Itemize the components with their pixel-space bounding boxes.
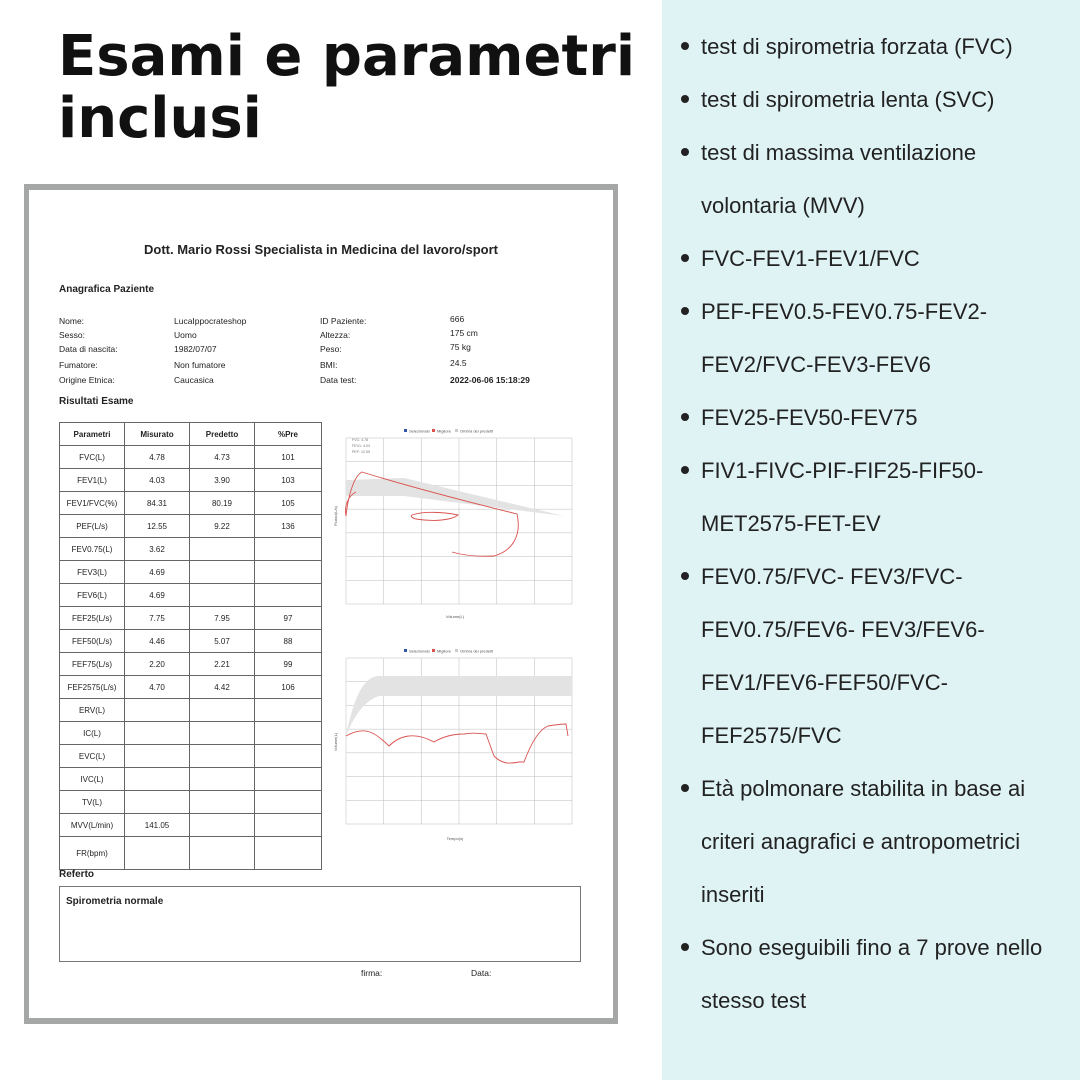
table-cell: 141.05 bbox=[125, 814, 190, 837]
feature-bullet: FEV0.75/FVC- FEV3/FVC-FEV0.75/FEV6- FEV3/FEV6-FEV1/FEV6-FEF50/FVC-FEF2575/FVC bbox=[680, 550, 1070, 762]
table-cell: 106 bbox=[255, 676, 322, 699]
table-cell bbox=[190, 768, 255, 791]
table-cell bbox=[255, 791, 322, 814]
legend-label-selected: Selezionato bbox=[409, 428, 430, 434]
legend-swatch-shade bbox=[455, 649, 458, 652]
patient-label-smoker: Fumatore: bbox=[59, 360, 98, 370]
table-row bbox=[60, 492, 322, 515]
table-cell: ERV(L) bbox=[60, 699, 125, 722]
table-cell: 4.46 bbox=[125, 630, 190, 653]
table-cell bbox=[190, 722, 255, 745]
table-cell: IVC(L) bbox=[60, 768, 125, 791]
table-row bbox=[60, 814, 322, 837]
table-cell: 105 bbox=[255, 492, 322, 515]
table-cell: 2.21 bbox=[190, 653, 255, 676]
table-cell: IC(L) bbox=[60, 722, 125, 745]
table-cell: FVC(L) bbox=[60, 446, 125, 469]
legend-label-best: Migliore bbox=[437, 428, 452, 434]
table-cell: 3.90 bbox=[190, 469, 255, 492]
table-cell: FEV0.75(L) bbox=[60, 538, 125, 561]
table-cell bbox=[190, 837, 255, 870]
table-cell: FEV1(L) bbox=[60, 469, 125, 492]
table-cell bbox=[125, 745, 190, 768]
patient-value-sex: Uomo bbox=[174, 330, 197, 340]
table-cell bbox=[190, 561, 255, 584]
patient-value-testdate: 2022-06-06 15:18:29 bbox=[450, 375, 530, 385]
legend-swatch-selected bbox=[404, 429, 407, 432]
table-cell bbox=[190, 814, 255, 837]
table-cell: 4.73 bbox=[190, 446, 255, 469]
table-cell: 99 bbox=[255, 653, 322, 676]
table-header-row bbox=[60, 423, 322, 446]
table-cell bbox=[255, 561, 322, 584]
table-cell: 101 bbox=[255, 446, 322, 469]
legend-label-shade: Ombra dei predetti bbox=[460, 648, 494, 654]
table-cell bbox=[255, 745, 322, 768]
legend-swatch-best bbox=[432, 429, 435, 432]
legend-label-shade: Ombra dei predetti bbox=[460, 428, 494, 434]
table-cell bbox=[255, 584, 322, 607]
table-row bbox=[60, 538, 322, 561]
table-header: %Pre bbox=[255, 423, 322, 446]
volume-curve bbox=[346, 724, 568, 763]
table-row bbox=[60, 699, 322, 722]
table-cell bbox=[190, 745, 255, 768]
table-cell: FEF2575(L/s) bbox=[60, 676, 125, 699]
table-cell bbox=[255, 814, 322, 837]
patient-label-name: Nome: bbox=[59, 316, 85, 326]
feature-bullet: FEV25-FEV50-FEV75 bbox=[680, 391, 1070, 444]
patient-label-testdate: Data test: bbox=[320, 375, 357, 385]
table-cell: FEF25(L/s) bbox=[60, 607, 125, 630]
legend-swatch-selected bbox=[404, 649, 407, 652]
feature-bullet: Età polmonare stabilita in base ai criteri anagrafici e antropometrici inseriti bbox=[680, 762, 1070, 921]
feature-bullet: test di spirometria lenta (SVC) bbox=[680, 73, 1070, 126]
feature-bullet: PEF-FEV0.5-FEV0.75-FEV2-FEV2/FVC-FEV3-FEV6 bbox=[680, 285, 1070, 391]
patient-value-weight: 75 kg bbox=[450, 342, 471, 352]
table-cell: FEV1/FVC(%) bbox=[60, 492, 125, 515]
feature-bullet: test di spirometria forzata (FVC) bbox=[680, 20, 1070, 73]
inset-pef: PEF: 12.55 bbox=[352, 450, 370, 454]
table-cell: 4.42 bbox=[190, 676, 255, 699]
patient-value-origin: Caucasica bbox=[174, 375, 214, 385]
patient-label-weight: Peso: bbox=[320, 344, 342, 354]
table-cell: 7.95 bbox=[190, 607, 255, 630]
legend-swatch-shade bbox=[455, 429, 458, 432]
results-table bbox=[59, 422, 322, 870]
patient-label-height: Altezza: bbox=[320, 330, 351, 340]
table-cell bbox=[255, 722, 322, 745]
table-cell bbox=[190, 791, 255, 814]
patient-value-height: 175 cm bbox=[450, 328, 478, 338]
table-cell bbox=[255, 699, 322, 722]
table-cell bbox=[125, 791, 190, 814]
table-cell bbox=[255, 538, 322, 561]
patient-label-bmi: BMI: bbox=[320, 360, 338, 370]
volume-time-chart bbox=[334, 646, 574, 846]
flow-x-axis-label: Volume(L) bbox=[445, 614, 465, 619]
chart-legend bbox=[404, 429, 493, 434]
patient-label-birth: Data di nascita: bbox=[59, 344, 118, 354]
table-cell: 3.62 bbox=[125, 538, 190, 561]
table-cell: 4.03 bbox=[125, 469, 190, 492]
table-cell bbox=[125, 837, 190, 870]
table-cell: 4.69 bbox=[125, 561, 190, 584]
referto-text: Spirometria normale bbox=[66, 896, 164, 907]
chart-grid bbox=[346, 438, 572, 604]
page-title: Esami e parametri inclusi bbox=[58, 24, 636, 151]
table-row bbox=[60, 745, 322, 768]
feature-bullet: Sono eseguibili fino a 7 prove nello stesso test bbox=[680, 921, 1070, 1027]
table-row bbox=[60, 791, 322, 814]
signature-label: firma: bbox=[361, 968, 383, 978]
table-row bbox=[60, 722, 322, 745]
table-cell: 136 bbox=[255, 515, 322, 538]
table-row bbox=[60, 607, 322, 630]
table-cell: EVC(L) bbox=[60, 745, 125, 768]
table-cell: FEV6(L) bbox=[60, 584, 125, 607]
vol-x-axis-label: Tempo(s) bbox=[446, 836, 464, 841]
patient-value-smoker: Non fumatore bbox=[174, 360, 226, 370]
table-cell: 97 bbox=[255, 607, 322, 630]
table-cell bbox=[125, 722, 190, 745]
referto-box bbox=[59, 886, 581, 962]
table-row bbox=[60, 446, 322, 469]
table-cell: 84.31 bbox=[125, 492, 190, 515]
table-cell: FEF50(L/s) bbox=[60, 630, 125, 653]
table-header: Misurato bbox=[125, 423, 190, 446]
table-header: Predetto bbox=[190, 423, 255, 446]
table-cell: 88 bbox=[255, 630, 322, 653]
table-row bbox=[60, 515, 322, 538]
patient-value-birth: 1982/07/07 bbox=[174, 344, 217, 354]
report-preview bbox=[24, 184, 618, 1024]
table-cell bbox=[125, 699, 190, 722]
legend-label-selected: Selezionato bbox=[409, 648, 430, 654]
table-cell: 4.70 bbox=[125, 676, 190, 699]
results-table-body bbox=[60, 446, 322, 870]
table-row bbox=[60, 837, 322, 870]
features-list bbox=[680, 20, 1070, 1027]
table-cell: 2.20 bbox=[125, 653, 190, 676]
table-cell bbox=[190, 699, 255, 722]
table-cell: MVV(L/min) bbox=[60, 814, 125, 837]
table-cell: FR(bpm) bbox=[60, 837, 125, 870]
flow-volume-chart bbox=[334, 426, 574, 621]
patient-value-id: 666 bbox=[450, 314, 465, 324]
feature-bullet: test di massima ventilazione volontaria (MVV) bbox=[680, 126, 1070, 232]
results-section-title: Risultati Esame bbox=[59, 396, 134, 407]
table-row bbox=[60, 469, 322, 492]
table-cell bbox=[255, 837, 322, 870]
table-cell: TV(L) bbox=[60, 791, 125, 814]
table-cell: 7.75 bbox=[125, 607, 190, 630]
referto-section-title: Referto bbox=[59, 869, 95, 880]
table-row bbox=[60, 630, 322, 653]
table-cell: FEV3(L) bbox=[60, 561, 125, 584]
feature-bullet: FIV1-FIVC-PIF-FIF25-FIF50-MET2575-FET-EV bbox=[680, 444, 1070, 550]
table-cell bbox=[190, 584, 255, 607]
legend-label-best: Migliore bbox=[437, 648, 452, 654]
table-cell: PEF(L/s) bbox=[60, 515, 125, 538]
legend-swatch-best bbox=[432, 649, 435, 652]
flow-y-axis-label: Flusso(L/s) bbox=[333, 506, 338, 526]
table-cell bbox=[255, 768, 322, 791]
table-cell: FEF75(L/s) bbox=[60, 653, 125, 676]
date-label: Data: bbox=[471, 968, 492, 978]
patient-value-bmi: 24.5 bbox=[450, 358, 467, 368]
table-cell: 9.22 bbox=[190, 515, 255, 538]
patient-label-id: ID Paziente: bbox=[320, 316, 367, 326]
table-cell bbox=[125, 768, 190, 791]
table-cell: 4.78 bbox=[125, 446, 190, 469]
table-row bbox=[60, 561, 322, 584]
table-row bbox=[60, 584, 322, 607]
inset-fev1: FEV1: 4.03 bbox=[352, 444, 370, 448]
predicted-shade-area bbox=[346, 478, 564, 516]
patient-value-name: LucaIppocrateshop bbox=[174, 316, 247, 326]
table-cell bbox=[190, 538, 255, 561]
table-cell: 5.07 bbox=[190, 630, 255, 653]
chart-legend bbox=[404, 649, 493, 654]
table-header: Parametri bbox=[60, 423, 125, 446]
vol-y-axis-label: Volume(L) bbox=[333, 732, 338, 752]
patient-label-sex: Sesso: bbox=[59, 330, 85, 340]
patient-label-origin: Origine Etnica: bbox=[59, 375, 115, 385]
table-row bbox=[60, 676, 322, 699]
table-row bbox=[60, 768, 322, 791]
table-cell: 12.55 bbox=[125, 515, 190, 538]
table-row bbox=[60, 653, 322, 676]
report-header: Dott. Mario Rossi Specialista in Medicina del lavoro/sport bbox=[144, 242, 498, 257]
table-cell: 80.19 bbox=[190, 492, 255, 515]
patient-section-title: Anagrafica Paziente bbox=[59, 284, 155, 295]
inset-fvc: FVC: 4.78 bbox=[352, 438, 369, 442]
table-cell: 103 bbox=[255, 469, 322, 492]
flow-inset bbox=[352, 438, 370, 454]
feature-bullet: FVC-FEV1-FEV1/FVC bbox=[680, 232, 1070, 285]
table-cell: 4.69 bbox=[125, 584, 190, 607]
report-page bbox=[29, 190, 613, 1018]
